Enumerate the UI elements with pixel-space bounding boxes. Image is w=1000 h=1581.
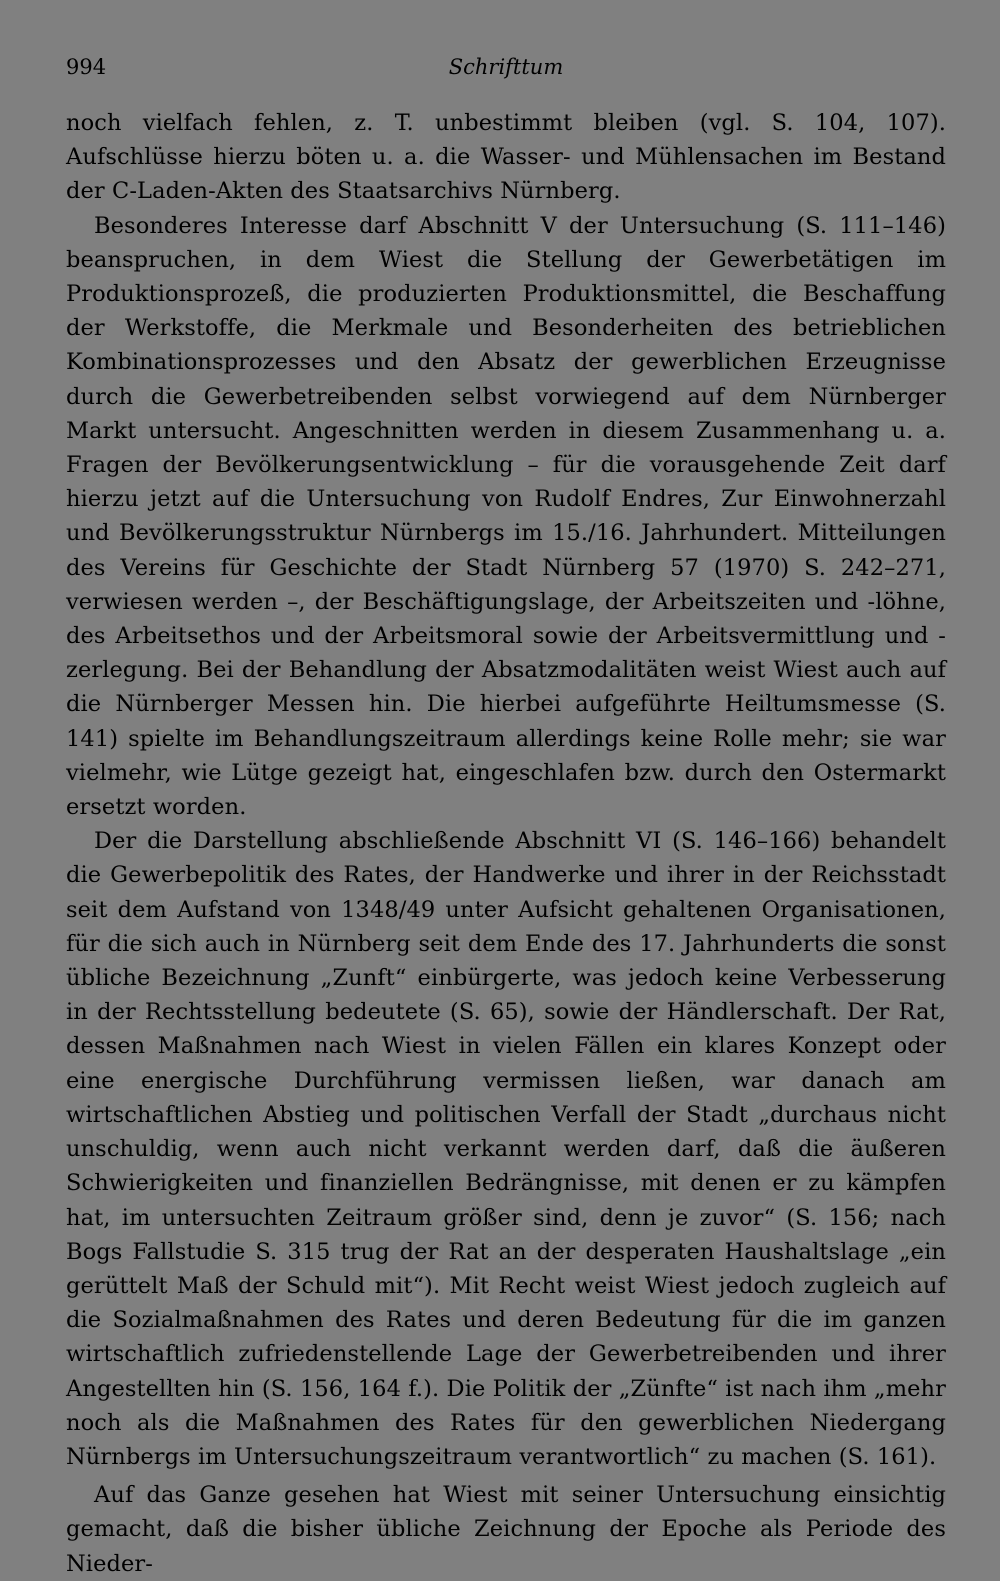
paragraph-1: noch vielfach fehlen, z. T. unbestimmt bleiben (vgl. S. 104, 107). Aufschlüsse hierzu böten u. a. die Wasser- und Mühlensachen im Bestand der C-Laden-Akten des Staatsarchivs Nürnberg. <box>66 110 946 205</box>
paragraph-2: Besonderes Interesse darf Abschnitt V der Untersuchung (S. 111–146) beanspruchen, in dem Wiest die Stellung der Gewerbetätigen im Produktionsprozeß, die produzierten Produktionsmittel, die Beschaffung der Werkstoffe, die Merkmale und Besonderheiten des betrieblichen Kombinationsprozesses und den Absatz der gewerblichen Erzeugnisse durch die Gewerbetreibenden selbst vorwiegend auf dem Nürnberger Markt untersucht. Angeschnitten werden in diesem Zusammenhang u. a. Fragen der Bevölkerungsentwicklung – für die vorausgehende Zeit darf hierzu jetzt auf die Untersuchung von Rudolf Endres, Zur Einwohnerzahl und Bevölkerungsstruktur Nürnbergs im 15./16. Jahrhundert. Mitteilungen des Vereins für Geschichte der Stadt Nürnberg 57 (1970) S. 242–271, verwiesen werden –, der Beschäftigungslage, der Arbeitszeiten und -löhne, des Arbeitsethos und der Arbeitsmoral sowie der Arbeitsvermittlung und -zerlegung. Bei der Behandlung der Absatzmodalitäten weist Wiest auch auf die Nürnberger Messen hin. Die hierbei aufgeführte Heiltumsmesse (S. 141) spielte im Behandlungszeitraum allerdings keine Rolle mehr; sie war vielmehr, wie Lütge gezeigt hat, eingeschlafen bzw. durch den Ostermarkt ersetzt worden. <box>66 212 946 821</box>
running-head <box>66 52 946 92</box>
paragraph-4: Auf das Ganze gesehen hat Wiest mit seiner Untersuchung einsichtig gemacht, daß die bisher übliche Zeichnung der Epoche als Periode des Nieder- <box>66 1482 946 1577</box>
paragraph-3: Der die Darstellung abschließende Abschnitt VI (S. 146–166) behandelt die Gewerbepolitik des Rates, der Handwerke und ihrer in der Reichsstadt seit dem Aufstand von 1348/49 unter Aufsicht gehaltenen Organisationen, für die sich auch in Nürnberg seit dem Ende des 17. Jahrhunderts die sonst übliche Bezeichnung „Zunft“ einbürgerte, was jedoch keine Verbesserung in der Rechtsstellung bedeutete (S. 65), sowie der Händlerschaft. Der Rat, dessen Maßnahmen nach Wiest in vielen Fällen ein klares Konzept oder eine energische Durchführung vermissen ließen, war danach am wirtschaftlichen Abstieg und politischen Verfall der Stadt „durchaus nicht unschuldig, wenn auch nicht verkannt werden darf, daß die äußeren Schwierigkeiten und finanziellen Bedrängnisse, mit denen er zu kämpfen hat, im untersuchten Zeitraum größer sind, denn je zuvor“ (S. 156; nach Bogs Fallstudie S. 315 trug der Rat an der desperaten Haushaltslage „ein gerüttelt Maß der Schuld mit“). Mit Recht weist Wiest jedoch zugleich auf die Sozialmaßnahmen des Rates und deren Bedeutung für die im ganzen wirtschaftlich zufriedenstellende Lage der Gewerbetreibenden und ihrer Angestellten hin (S. 156, 164 f.). Die Politik der „Zünfte“ ist nach ihm „mehr noch als die Maßnahmen des Rates für den gewerblichen Niedergang Nürnbergs im Untersuchungszeitraum verantwortlich“ zu machen (S. 161). <box>66 828 946 1470</box>
running-title: Schrifttum <box>448 55 564 79</box>
document-page <box>66 52 946 1581</box>
page-number: 994 <box>66 55 107 79</box>
body-text <box>66 106 946 1581</box>
